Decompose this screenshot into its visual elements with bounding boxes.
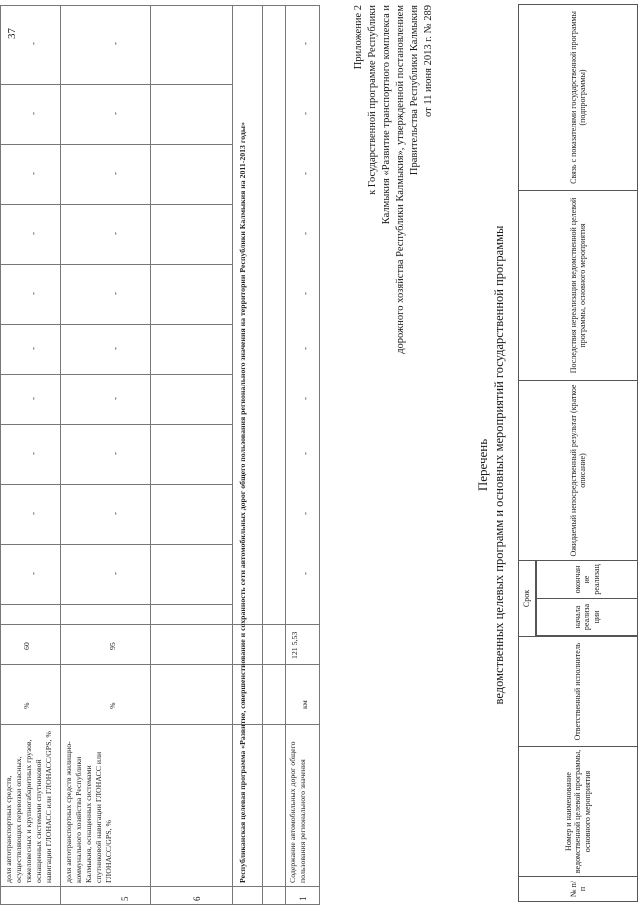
header-term: Срок [518, 560, 536, 636]
empty-cell-dash: - [28, 572, 38, 575]
header-name: Номер и наименование ведомственной целевой программы, основного мероприятия [518, 746, 638, 876]
empty-cell-dash: - [110, 292, 120, 295]
empty-cell-dash: - [300, 112, 310, 115]
row-unit: % [22, 702, 31, 709]
row-value: 60 [22, 642, 31, 650]
row-number: 1 [298, 896, 308, 901]
appendix-line: дорожного хозяйства Республики Калмыкия», утвержденной постановлением [395, 5, 406, 354]
empty-cell-dash: - [110, 112, 120, 115]
row-text: доля автотранспортных средств жилищно-коммунального хозяйства Республики Калмыкия, оснащенных системами спутниковой навигации ГЛОНАСС или ГЛОНАСС/GPS, % [64, 741, 113, 883]
indicator-table [0, 5, 320, 905]
appendix-line: Калмыкия «Развитие транспортного комплекса и [381, 5, 392, 225]
header-start: начала реализа ции [536, 598, 638, 636]
header-consequences: Последствия нереализации ведомственной целевой программы, основного мероприятия [518, 190, 638, 380]
page-title: Перечень [475, 438, 490, 492]
empty-cell-dash: - [28, 452, 38, 455]
row-number: 6 [192, 896, 202, 901]
empty-cell-dash: - [110, 452, 120, 455]
header-link: Связь с показателями государственной программы (подпрограммы) [518, 4, 638, 190]
empty-cell-dash: - [110, 232, 120, 235]
empty-cell-dash: - [110, 42, 120, 45]
empty-cell-dash: - [300, 42, 310, 45]
empty-cell-dash: - [110, 572, 120, 575]
header-num: № п/п [518, 876, 638, 902]
empty-cell-dash: - [300, 572, 310, 575]
empty-cell-dash: - [110, 347, 120, 350]
appendix-line: к Государственной программе Республики [367, 5, 378, 195]
empty-cell-dash: - [28, 232, 38, 235]
page-number: 37 [6, 28, 18, 39]
list-header-table [518, 2, 640, 902]
empty-cell-dash: - [28, 512, 38, 515]
empty-cell-dash: - [28, 42, 38, 45]
appendix-line: от 11 июня 2013 г. № 289 [423, 5, 434, 117]
row-unit: км [300, 700, 309, 709]
section-heading: Республиканская целевая программа «Развитие, совершенствование и сохранность сети автомобильных дорог общего пользования регионального значения на территории Республики Калмыкия на 2011-2013 годы» [238, 122, 247, 883]
header-end: окончан ие реализац [536, 560, 638, 598]
row-text: Содержание автомобильных дорог общего пользования регионального значения [288, 741, 307, 883]
empty-cell-dash: - [28, 172, 38, 175]
row-number: 5 [120, 896, 130, 901]
appendix-line: Приложение 2 [353, 5, 364, 70]
empty-cell-dash: - [28, 347, 38, 350]
empty-cell-dash: - [300, 172, 310, 175]
empty-cell-dash: - [110, 397, 120, 400]
empty-cell-dash: - [300, 347, 310, 350]
empty-cell-dash: - [110, 512, 120, 515]
empty-cell-dash: - [300, 232, 310, 235]
empty-cell-dash: - [28, 292, 38, 295]
empty-cell-dash: - [300, 452, 310, 455]
empty-cell-dash: - [300, 512, 310, 515]
empty-cell-dash: - [28, 112, 38, 115]
row-value: 95 [108, 642, 117, 650]
row-unit: % [108, 702, 117, 709]
empty-cell-dash: - [110, 172, 120, 175]
empty-cell-dash: - [28, 397, 38, 400]
empty-cell-dash: - [300, 292, 310, 295]
header-executor: Ответственный исполнитель [518, 636, 638, 746]
row-text: доля автотранспортных средств, осуществляющих перевозки опасных, тяжеловесных и крупногабаритных грузов, оснащенных системами спутниковой навигации ГЛОНАСС или ГЛОНАСС/GPS, % [4, 731, 53, 883]
appendix-line: Правительства Республики Калмыкия [409, 5, 420, 176]
empty-cell-dash: - [300, 397, 310, 400]
row-value: 121 5,53 [290, 631, 299, 659]
page-subtitle: ведомственных целевых программ и основных мероприятий государственной программы [492, 225, 506, 705]
header-result: Ожидаемый непосредственный результат (краткое описание) [518, 380, 638, 560]
appendix-block [352, 5, 436, 425]
